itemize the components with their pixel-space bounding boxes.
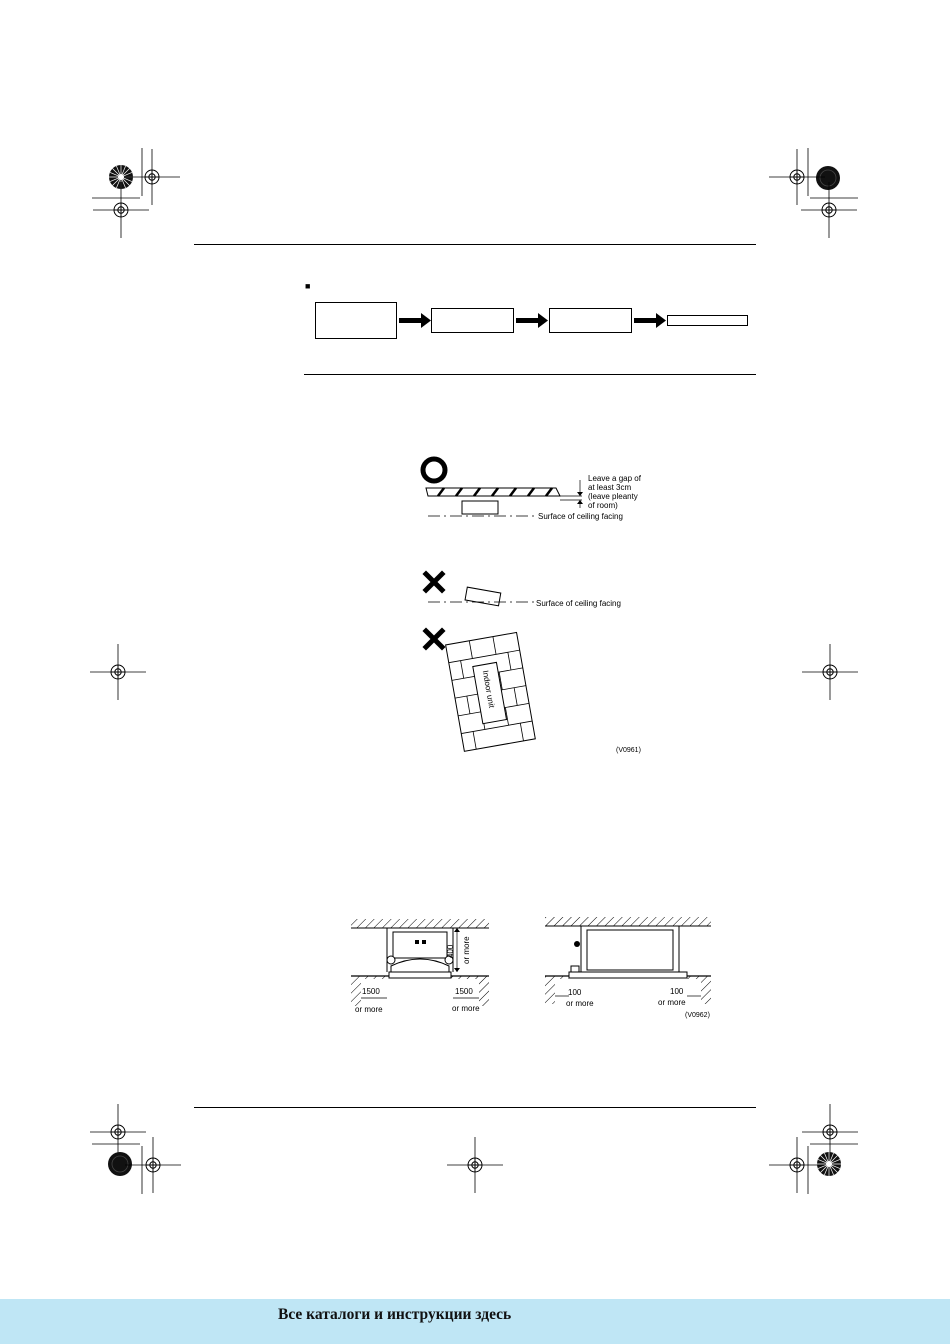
incorrect-mark-icon (426, 574, 442, 590)
flow-step-4-box (667, 315, 748, 326)
flow-arrow-icon (516, 313, 548, 328)
side-left-clearance-unit: or more (566, 999, 594, 1008)
figure-code-2: (V0962) (685, 1012, 710, 1019)
tilted-ceiling-panel (446, 632, 536, 751)
side-left-clearance-value: 100 (568, 988, 582, 997)
indoor-unit-ok (462, 501, 498, 514)
height-unit: or more (462, 936, 471, 964)
indoor-unit-tilted (465, 587, 501, 606)
cassette-side-view (545, 917, 711, 1019)
flow-arrows (395, 310, 670, 332)
left-clearance-value: 1500 (362, 987, 380, 996)
gap-note-line-4: of room) (588, 501, 618, 510)
side-right-clearance-value: 100 (670, 987, 684, 996)
incorrect-mark-icon (426, 631, 442, 647)
figure-ceiling-installation (410, 450, 670, 760)
flow-arrow-icon (399, 313, 431, 328)
surface-label-bad: Surface of ceiling facing (536, 599, 621, 608)
catalog-link[interactable]: Все каталоги и инструкции здесь (278, 1306, 512, 1323)
gap-note-line-2: at least 3cm (588, 483, 632, 492)
flow-step-1-box (315, 302, 397, 339)
indoor-unit-label: Indoor unit (480, 669, 497, 709)
right-clearance-unit: or more (452, 1004, 480, 1013)
figure-code-1: (V0961) (616, 747, 641, 754)
flow-arrow-icon (634, 313, 666, 328)
left-clearance-unit: or more (355, 1005, 383, 1014)
side-right-clearance-unit: or more (658, 998, 686, 1007)
ceiling-board (426, 488, 582, 500)
height-value: 400 (446, 944, 455, 958)
cassette-front-view (351, 919, 489, 1014)
header-rule (194, 244, 756, 245)
footer-rule (194, 1107, 756, 1108)
section-rule (304, 374, 756, 375)
right-clearance-value: 1500 (455, 987, 473, 996)
surface-label-ok: Surface of ceiling facing (538, 512, 623, 521)
correct-mark-icon (423, 459, 445, 481)
figure-service-clearance (345, 914, 720, 1024)
gap-note-line-3: (leave pleanty (588, 492, 638, 501)
gap-note-line-1: Leave a gap of (588, 474, 641, 483)
flow-bullet: ■ (305, 281, 311, 291)
